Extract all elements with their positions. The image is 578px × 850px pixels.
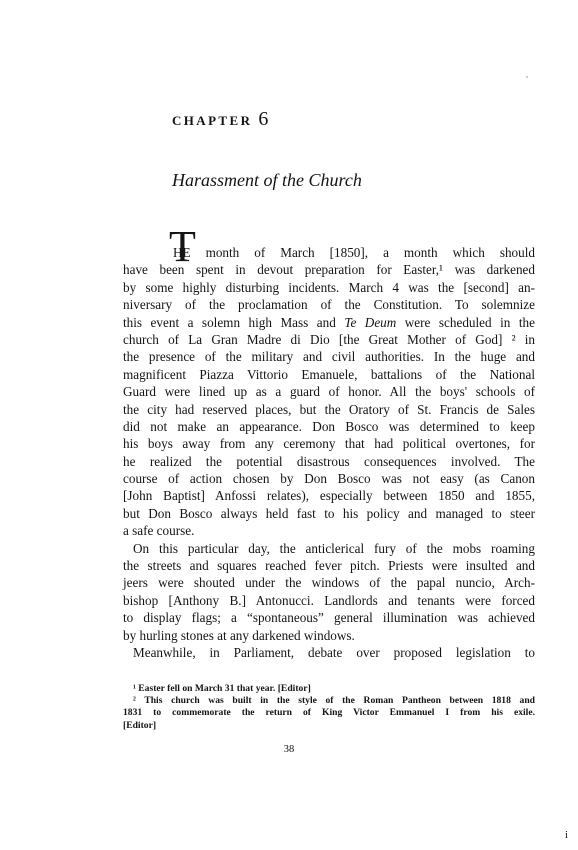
page-number: 38 — [283, 744, 295, 755]
body-line: the city had reserved places, but the Oratory of St. Francis de Sales — [123, 401, 535, 417]
body-line: did not make an appearance. Don Bosco was determined to keep — [123, 418, 535, 434]
body-line: by some highly disturbing incidents. March 4 was the [second] an- — [123, 279, 535, 295]
body-line: On this particular day, the anticlerical fury of the mobs roaming — [133, 540, 535, 556]
body-line: he realized the potential disastrous consequences involved. The — [123, 453, 535, 469]
body-line: the streets and squares reached fever pitch. Priests were insulted and — [123, 558, 535, 574]
body-line: to display flags; a “spontaneous” general illumination was achieved — [123, 610, 535, 626]
body-line: [John Baptist] Anfossi relates), especially between 1850 and 1855, — [123, 488, 535, 504]
footnote-line: ² This church was built in the style of the Roman Pantheon between 1818 and — [133, 695, 535, 707]
body-line: the presence of the military and civil authorities. In the huge and — [123, 349, 535, 365]
body-line: church of La Gran Madre di Dio [the Great Mother of God] ² in — [123, 331, 535, 347]
body-line: bishop [Anthony B.] Antonucci. Landlords and tenants were forced — [123, 592, 535, 608]
body-line: HE month of March [1850], a month which should — [173, 245, 535, 260]
margin-mark: i — [565, 829, 569, 841]
body-line: have been spent in devout preparation for Easter,¹ was darkened — [123, 262, 535, 278]
body-line: Guard were lined up as a guard of honor. All the boys' schools of — [123, 384, 535, 400]
body-line: jeers were shouted under the windows of the papal nuncio, Arch- — [123, 575, 535, 591]
body-line: his boys away from any ceremony that had political overtones, for — [123, 436, 535, 452]
body-line: by hurling stones at any darkened windows. — [123, 627, 355, 643]
body-text — [123, 244, 535, 661]
body-line: niversary of the proclamation of the Constitution. To solemnize — [123, 297, 535, 313]
body-line: Meanwhile, in Parliament, debate over proposed legislation to — [133, 644, 535, 660]
body-line: but Don Bosco always held fast to his policy and managed to steer — [123, 505, 535, 521]
footnote-line: [Editor] — [123, 719, 157, 731]
body-line: magnificent Piazza Vittorio Emanuele, battalions of the National — [123, 366, 535, 382]
footnote-line: ¹ Easter fell on March 31 that year. [Editor] — [133, 683, 311, 694]
body-line: this event a solemn high Mass and Te Deum were scheduled in the — [123, 314, 535, 330]
scan-speck — [526, 76, 528, 78]
body-line: course of action chosen by Don Bosco was not easy (as Canon — [123, 471, 535, 487]
body-line: a safe course. — [123, 523, 195, 539]
chapter-heading — [172, 108, 268, 131]
chapter-label: CHAPTER — [172, 113, 253, 128]
drop-cap: T — [169, 222, 196, 271]
footnote-line: 1831 to commemorate the return of King Victor Emmanuel I from his exile. — [123, 707, 535, 719]
footnotes — [123, 683, 535, 732]
chapter-number: 6 — [258, 108, 269, 130]
chapter-title: Harassment of the Church — [172, 170, 362, 190]
